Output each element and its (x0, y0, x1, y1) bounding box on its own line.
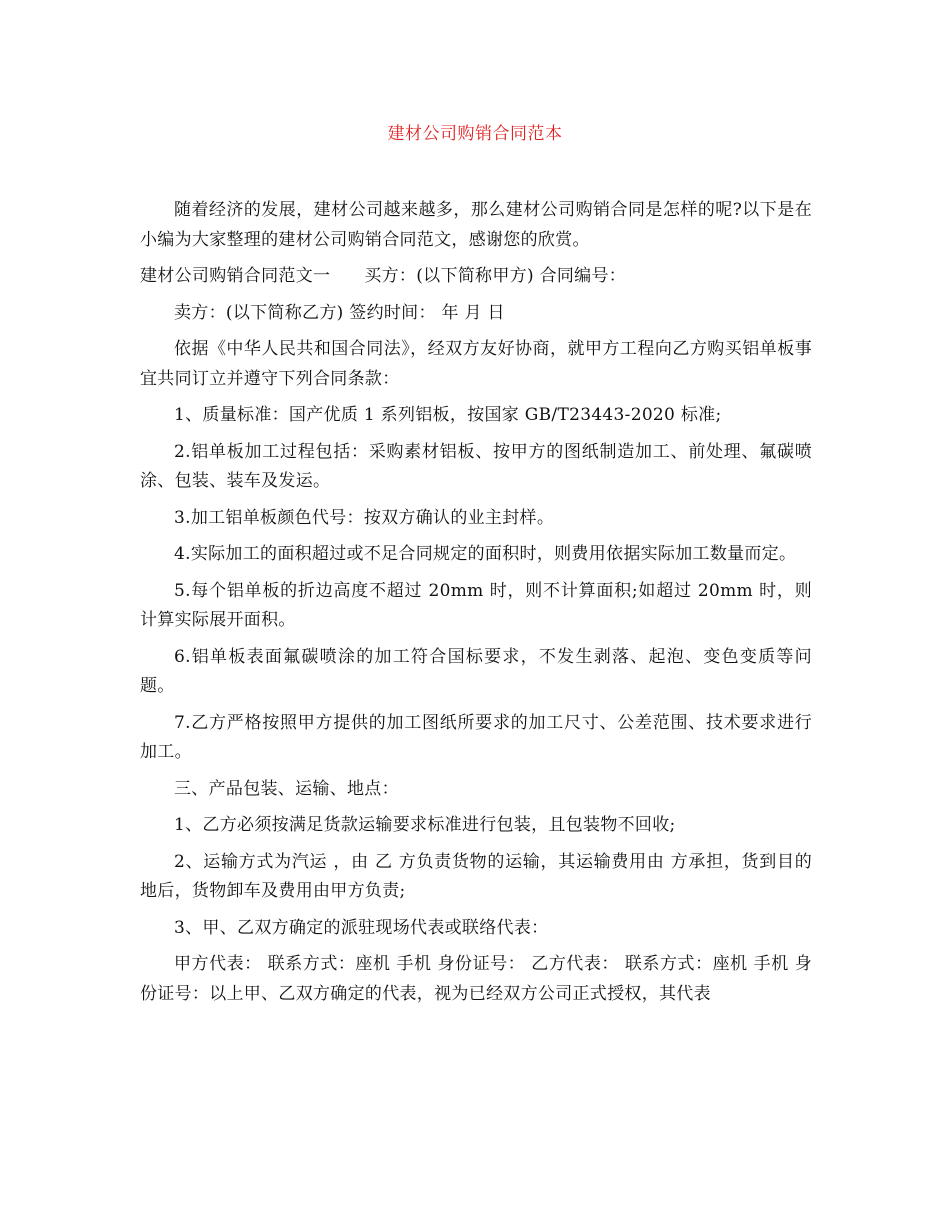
clause-2: 2.铝单板加工过程包括：采购素材铝板、按甲方的图纸制造加工、前处理、氟碳喷涂、包装、装车及发运。 (140, 441, 812, 491)
section-3-heading: 三、产品包装、运输、地点： (174, 778, 399, 799)
representatives-paragraph: 甲方代表： 联系方式：座机 手机 身份证号： 乙方代表： 联系方式：座机 手机 身份证号：以上甲、乙双方确定的代表，视为已经双方公司正式授权，其代表 (140, 954, 812, 1004)
clause-4: 4.实际加工的面积超过或不足合同规定的面积时，则费用依据实际加工数量而定。 (174, 544, 797, 564)
clause-7: 7.乙方严格按照甲方提供的加工图纸所要求的加工尺寸、公差范围、技术要求进行加工。 (140, 712, 812, 762)
contract-heading-line (140, 262, 812, 292)
clause-6: 6.铝单板表面氟碳喷涂的加工符合国标要求，不发生剥落、起泡、变色变质等问题。 (140, 646, 812, 696)
contract-heading: 建材公司购销合同范文一 (140, 266, 331, 286)
clause-3: 3.加工铝单板颜色代号：按双方确认的业主封样。 (174, 507, 555, 528)
clause-1: 1、质量标准：国产优质 1 系列铝板，按国家 GB/T23443-2020 标准; (174, 405, 722, 425)
buyer-line: 买方：(以下简称甲方) 合同编号： (364, 266, 627, 286)
seller-line: 卖方：(以下简称乙方) 签约时间： 年 月 日 (174, 302, 505, 323)
clause-5: 5.每个铝单板的折边高度不超过 20mm 时，则不计算面积;如超过 20mm 时，则计算实际展开面积。 (140, 580, 812, 630)
section-3-item-2: 2、运输方式为汽运 ，由 乙 方负责货物的运输，其运输费用由 方承担，货到目的地后，货物卸车及费用由甲方负责; (140, 851, 812, 901)
section-3-item-1: 1、乙方必须按满足货款运输要求标准进行包装，且包装物不回收; (174, 815, 676, 835)
basis-paragraph: 依据《中华人民共和国合同法》，经双方友好协商，就甲方工程向乙方购买铝单板事宜共同订立并遵守下列合同条款： (140, 339, 812, 389)
document-title: 建材公司购销合同范本 (387, 124, 563, 144)
document-body (140, 196, 812, 1016)
intro-paragraph: 随着经济的发展，建材公司越来越多，那么建材公司购销合同是怎样的呢?以下是在小编为大家整理的建材公司购销合同范文，感谢您的欣赏。 (140, 200, 812, 250)
section-3-item-3: 3、甲、乙双方确定的派驻现场代表或联络代表： (174, 917, 549, 938)
